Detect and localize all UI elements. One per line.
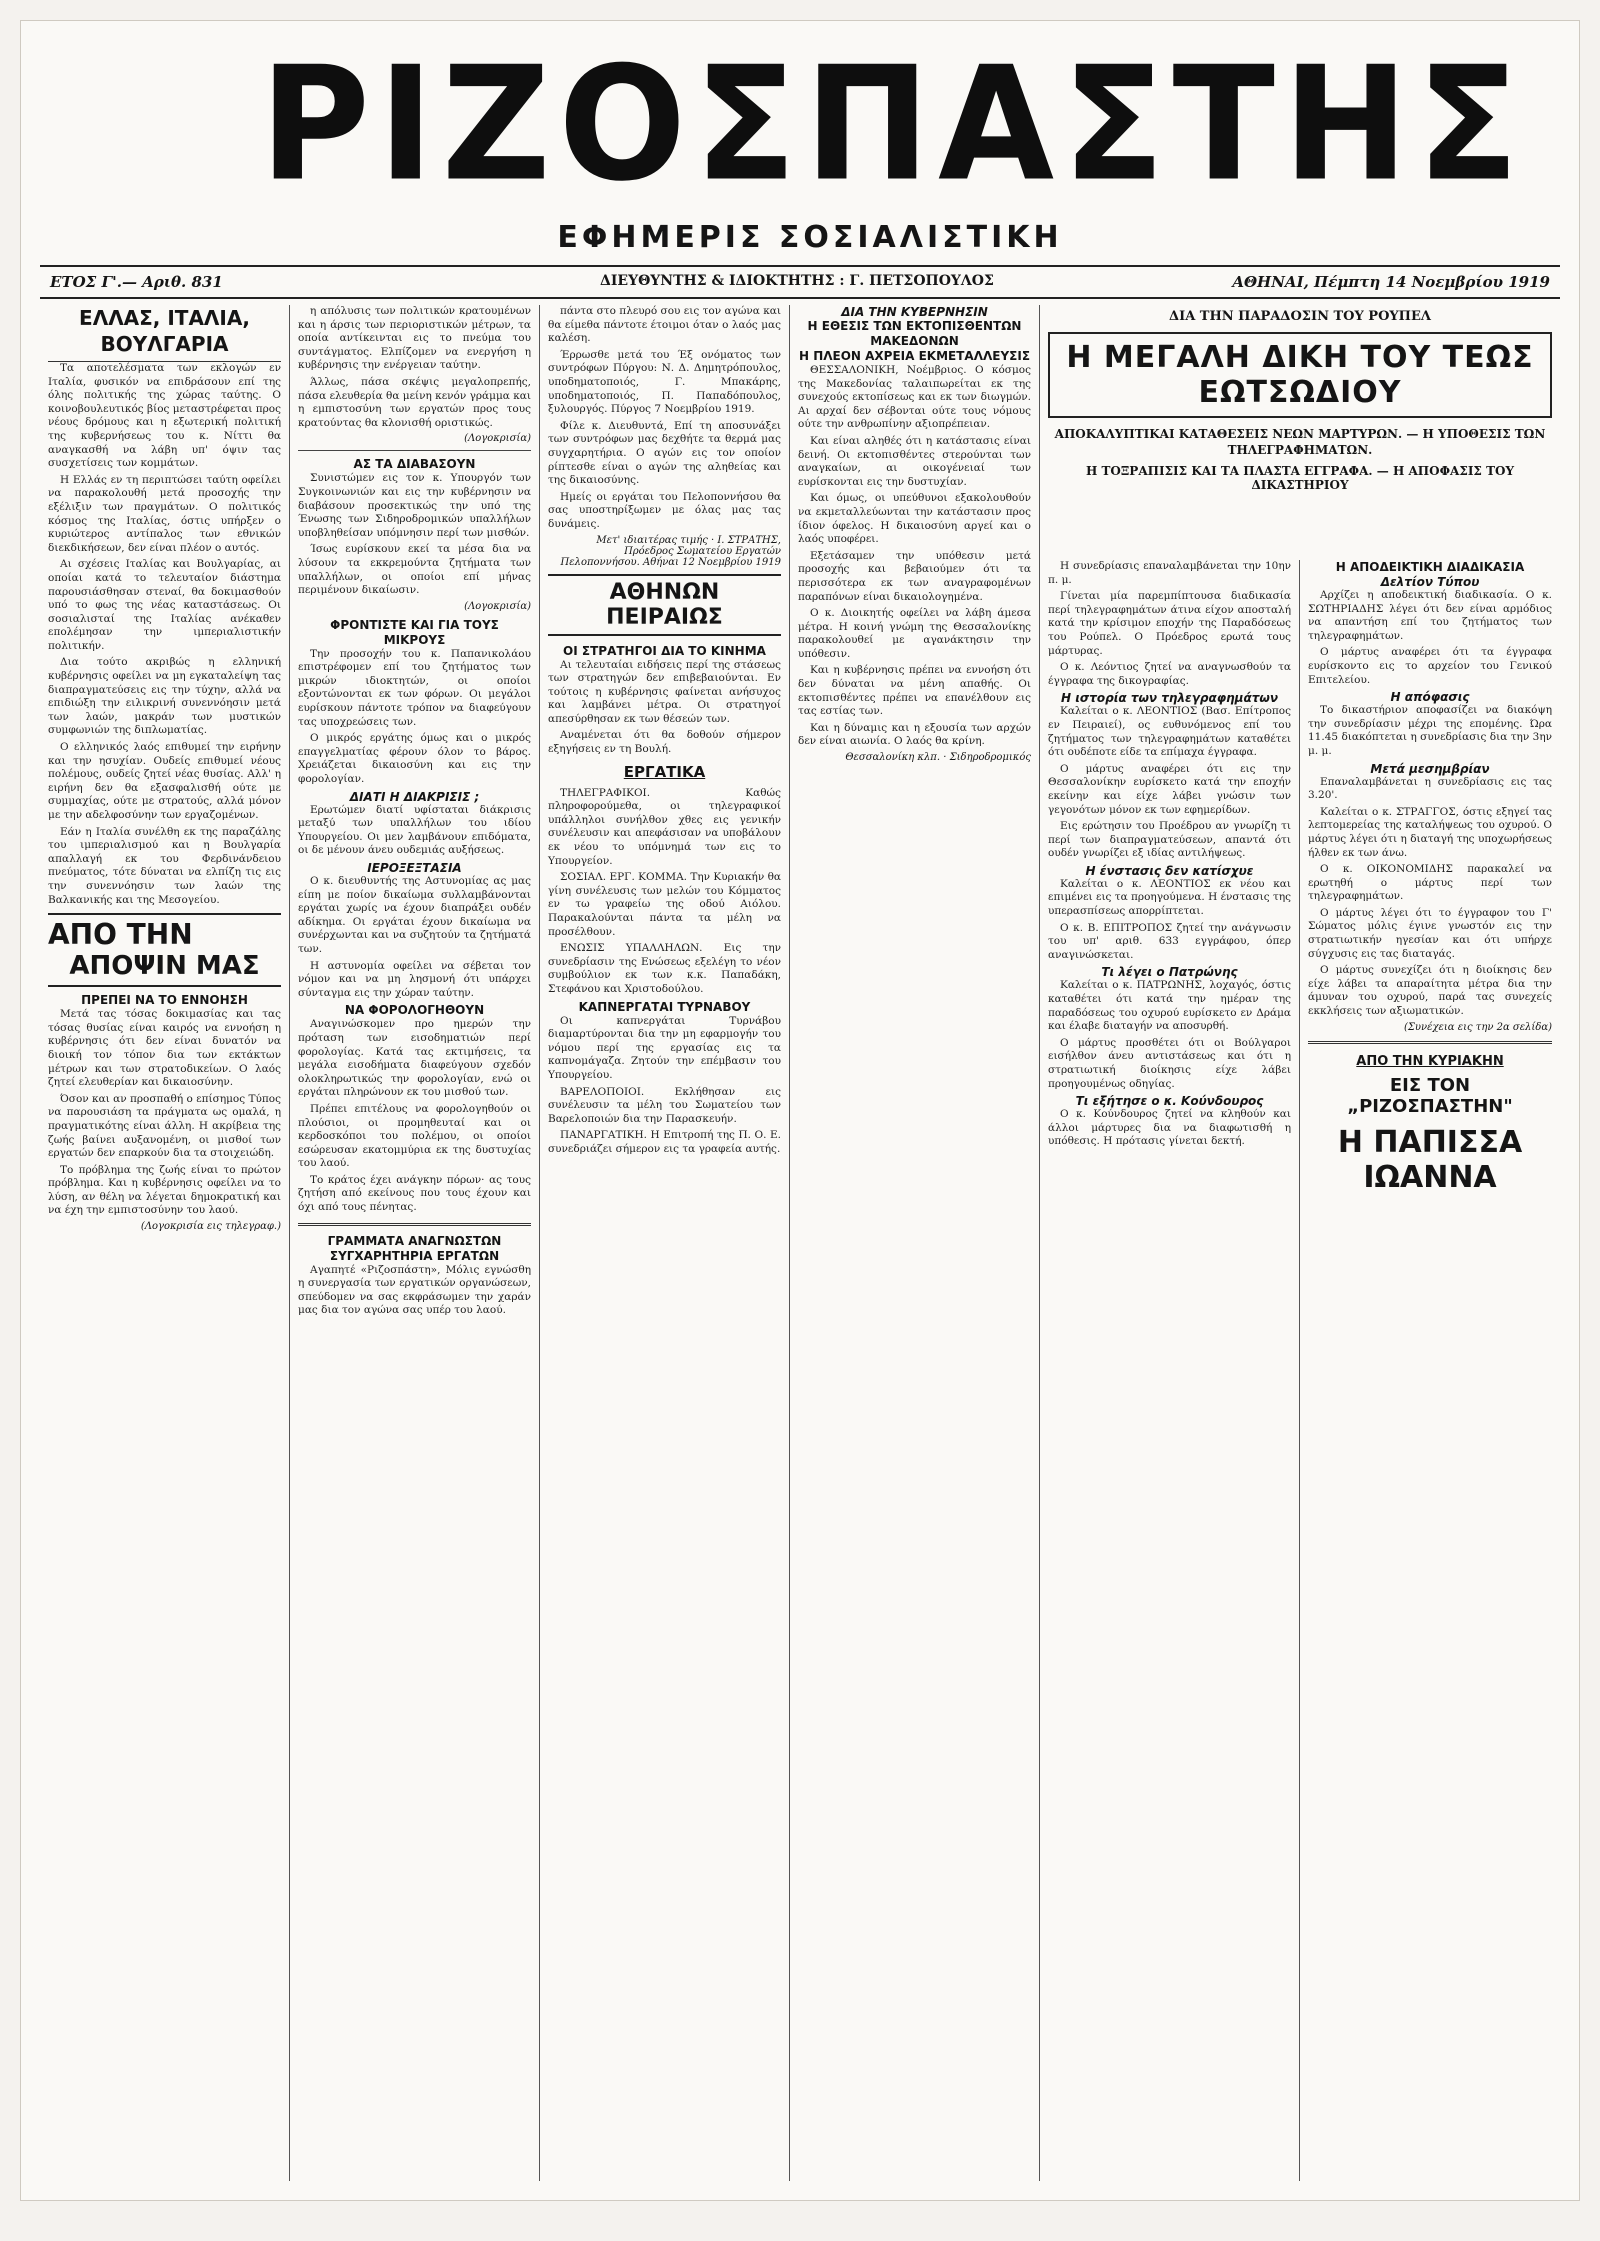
paragraph: Ο κ. Διοικητής οφείλει να λάβη άμεσα μέτρα. Η κοινή γνώμη της Θεσσαλονίκης παρακολουθεί με αγανάκτησιν την υπόθεσιν. bbox=[798, 607, 1031, 660]
paragraph: Ο μάρτυς προσθέτει ότι οι Βούλγαροι εισήλθον άνευ αντιστάσεως και ότι η στρατιωτική διοίκησις είχε λάβει προηγουμένως οδηγίας. bbox=[1048, 1036, 1291, 1090]
section-heading: ΙΕΡΟΞΕΞΤΑΣΙΑ bbox=[367, 861, 462, 875]
newspaper-page bbox=[20, 20, 1580, 2201]
paragraph: Γίνεται μία παρεμπίπτουσα διαδικασία περί τηλεγραφημάτων άτινα είχον αποσταλή κατά την κρίσιμον εποχήν της Παραδόσεως του Ρούπελ. Ο Πρόεδρος ερωτά τους μάρτυρας. bbox=[1048, 590, 1291, 657]
paragraph: Αναμένεται ότι θα δοθούν σήμερον εξηγήσεις εν τη Βουλή. bbox=[548, 729, 781, 756]
paragraph: Επαναλαμβάνεται η συνεδρίασις εις τας 3.20'. bbox=[1308, 775, 1552, 802]
newspaper-title: ΡΙΖΟΣΠΑΣΤΗΣ bbox=[260, 33, 1527, 217]
paragraph: Και όμως, οι υπεύθυνοι εξακολουθούν να εκμεταλλεύωνται την κατάστασιν προς ίδιον όφελος. Η δικαιοσύνη αργεί και ο λαός υποφέρει. bbox=[798, 492, 1031, 546]
column-1 bbox=[40, 305, 290, 2181]
section-heading: ΦΡΟΝΤΙΣΤΕ ΚΑΙ ΓΙΑ ΤΟΥΣ ΜΙΚΡΟΥΣ bbox=[330, 617, 499, 647]
issue-number: ΕΤΟΣ Γ'.— Αριθ. 831 bbox=[50, 273, 223, 291]
paragraph: Καλείται ο κ. ΛΕΟΝΤΙΟΣ (Βασ. Επίτροπος εν Πειραιεί), ος ευθυνόμενος επί του ζητήματος των τηλεγραφημάτων καταθέτει ότι ουδέποτε είδε τα επίμαχα έγγραφα. bbox=[1048, 705, 1291, 759]
section-heading: ΓΡΑΜΜΑΤΑ ΑΝΑΓΝΩΣΤΩΝ bbox=[327, 1233, 502, 1248]
paragraph: Τα αποτελέσματα των εκλογών εν Ιταλία, φυσικόν να επιδράσουν επί της όλης πολιτικής της χώρας ταύτης. Ο κοινοβουλευτικός βίος μεταστρέφεται προς νέους δρόμους και η εξωτερική πολιτική της κυβερνήσεως του κ. Νίττι θα αναγκασθή να λάβη υπ' όψιν τας συσχετίσεις των κομμάτων. bbox=[48, 362, 281, 470]
paragraph: Και η δύναμις και η εξουσία των αρχών δεν είναι αιωνία. Ο λαός θα κρίνη. bbox=[798, 721, 1031, 748]
paragraph: ΠΑΝΑΡΓΑΤΙΚΗ. Η Επιτροπή της Π. Ο. Ε. συνεδριάζει σήμερον εις τα γραφεία αυτής. bbox=[548, 1129, 781, 1155]
paragraph: Όσον και αν προσπαθή ο επίσημος Τύπος να παρουσιάση τα πράγματα ως ομαλά, η πραγματικότης είναι άλλη. Η ακρίβεια της ζωής βαίνει αυξανομένη, οι μισθοί των εργατών δεν επαρκούν δια τα στοιχειώδη. bbox=[48, 1092, 281, 1160]
paragraph: Η αστυνομία οφείλει να σέβεται τον νόμον και να μη λησμονή ότι υπάρχει σύνταγμα εις την χώραν ταύτην. bbox=[298, 959, 531, 999]
paragraph: Το πρόβλημα της ζωής είναι το πρώτον πρόβλημα. Και η κυβέρνησις οφείλει να το λύση, αν θέλη να λέγεται δημοκρατική και να έχη την εμπιστοσύνην του λαού. bbox=[48, 1163, 281, 1217]
trial-subheadline: ΑΠΟΚΑΛΥΠΤΙΚΑΙ ΚΑΤΑΘΕΣΕΙΣ ΝΕΩΝ ΜΑΡΤΥΡΩΝ. — Η ΥΠΟΘΕΣΙΣ ΤΩΝ ΤΗΛΕΓΡΑΦΗΜΑΤΩΝ. bbox=[1054, 427, 1546, 457]
section-heading: ΑΣ ΤΑ ΔΙΑΒΑΣΟΥΝ bbox=[353, 457, 476, 472]
paragraph: ΘΕΣΣΑΛΟΝΙΚΗ, Νοέμβριος. Ο κόσμος της Μακεδονίας ταλαιπωρείται εκ της συνεχούς εκτοπίσεως και εκ των διωγμών. Αι αρχαί δεν σέβονται ούτε τους νόμους ούτε την ανθρωπίνην αξιοπρέπειαν. bbox=[798, 364, 1031, 431]
paragraph: ΕΝΩΣΙΣ ΥΠΑΛΛΗΛΩΝ. Εις την συνεδρίασιν της Ενώσεως εξελέγη το νέον συμβούλιον εκ των κ.κ. Παπαδάκη, Στεφάνου και Χριστοδούλου. bbox=[548, 942, 781, 995]
section-heading: Η ΑΠΟΔΕΙΚΤΙΚΗ ΔΙΑΔΙΚΑΣΙΑ bbox=[1335, 560, 1525, 574]
paragraph: Ο μάρτυς συνεχίζει ότι η διοίκησις δεν είχε λάβει τα απαραίτητα μέτρα δια την άμυναν του οχυρού, παρά τας συνεχείς εκκλήσεις των αξιωματικών. bbox=[1308, 964, 1552, 1018]
paragraph: Αναγινώσκομεν προ ημερών την πρόταση των εισοδηματιών περί φορολογίας. Κατά τας εκτιμήσεις, τα μεγάλα εισοδήματα διαφεύγουν σχεδόν ολοκληρωτικώς την φορολογίαν, ενώ οι εργάται πληρώνουν εκ του μισθού των. bbox=[298, 1018, 531, 1099]
apo-kicker: ΠΡΕΠΕΙ ΝΑ ΤΟ ΕΝΝΟΗΣΗ bbox=[81, 993, 248, 1008]
section-subheading: Δελτίον Τύπου bbox=[1380, 575, 1480, 589]
paragraph: Ο μικρός εργάτης όμως και ο μικρός επαγγελματίας φέρουν όλον το βάρος. Χρειάζεται δικαιοσύνη και εις την φορολογίαν. bbox=[298, 732, 531, 786]
newspaper-subtitle: ΕΦΗΜΕΡΙΣ ΣΟΣΙΑΛΙΣΤΙΚΗ bbox=[557, 220, 1063, 255]
lead-article-body bbox=[48, 362, 281, 907]
paragraph: Ημείς οι εργάται του Πελοποννήσου θα σας υποστηρίξωμεν με όλας μας τας δυνάμεις. bbox=[548, 490, 781, 530]
paragraph: Εξετάσαμεν την υπόθεσιν μετά προσοχής και βεβαιούμεν ότι τα περισσότερα εκ των αναγραφομένων παραπόνων είναι δικαιολογημένα. bbox=[798, 549, 1031, 603]
paragraph: Αγαπητέ «Ριζοσπάστη», Μόλις εγνώσθη η συνεργασία των εργατικών οργανώσεων, σπεύδομεν να σας εκφράσωμεν την χαράν μας δια τον αγώνα σας υπέρ του λαού. bbox=[298, 1263, 531, 1317]
director-line: ΔΙΕΥΘΥΝΤΗΣ & ΙΔΙΟΚΤΗΤΗΣ : Γ. ΠΕΤΣΟΠΟΥΛΟΣ bbox=[600, 273, 994, 289]
paragraph: Αι τελευταίαι ειδήσεις περί της στάσεως των στρατηγών δεν επιβεβαιούνται. Εν τούτοις η κυβέρνησις φαίνεται ανήσυχος και λαμβάνει μέτρα. Οι στρατηγοί απεσύρθησαν εκ των θέσεών των. bbox=[548, 658, 781, 725]
paragraph: Ο μάρτυς αναφέρει ότι τα έγγραφα ευρίσκοντο εις το αρχείον του Γενικού Επιτελείου. bbox=[1308, 646, 1552, 686]
paragraph: Το κράτος έχει ανάγκην πόρων· ας τους ζητήση από εκείνους που τους έχουν και όχι από τους πένητας. bbox=[298, 1173, 531, 1214]
section-subheading: Η ΠΛΕΟΝ ΑΧΡΕΙΑ ΕΚΜΕΤΑΛΛΕΥΣΙΣ bbox=[798, 349, 1031, 363]
apo-heading-line1: ΑΠΟ ΤΗΝ bbox=[48, 918, 193, 952]
paragraph: Ίσως ευρίσκουν εκεί τα μέσα δια να λύσουν τα εκκρεμούντα ζητήματα των υπαλλήλων, οι οποίοι επί μήνας περιμένουν δικαίωσιν. bbox=[298, 543, 531, 597]
paragraph: ΤΗΛΕΓΡΑΦΙΚΟΙ. Καθώς πληροφορούμεθα, οι τηλεγραφικοί υπάλληλοι συνήλθον χθες εις γενικήν συνέλευσιν και απεφάσισαν να υποβάλουν εκ νέου το υπόμνημά των εις το Υπουργείον. bbox=[548, 786, 781, 867]
section-subheading: ΣΥΓΧΑΡΗΤΗΡΙΑ ΕΡΓΑΤΩΝ bbox=[329, 1248, 500, 1263]
paragraph: η απόλυσις των πολιτικών κρατουμένων και η άρσις των περιοριστικών μέτρων, τα οποία αντίκεινται εις το πνεύμα του συντάγματος. Ελπίζομεν να ενεργήση η κυβέρνησις την ενέργειαν ταύτην. bbox=[298, 305, 531, 372]
promo-kicker: ΑΠΟ ΤΗΝ ΚΥΡΙΑΚΗΝ bbox=[1356, 1053, 1504, 1069]
section-heading: Η ένστασις δεν κατίσχυε bbox=[1085, 863, 1254, 878]
trial-kicker: ΔΙΑ ΤΗΝ ΠΑΡΑΔΟΣΙΝ ΤΟΥ ΡΟΥΠΕΛ bbox=[1169, 309, 1431, 324]
paragraph: Ερωτώμεν διατί υφίσταται διάκρισις μεταξύ των υπαλλήλων του ιδίου Υπουργείου. Οι μεν λαμβάνουν επιδόματα, οι δε μένουν άνευ ουδεμιάς αυξήσεως. bbox=[298, 803, 531, 857]
section-banner-athens-piraeus: ΑΘΗΝΩΝ ΠΕΙΡΑΙΩΣ bbox=[548, 574, 781, 636]
paragraph: Εις ερώτησιν του Προέδρου αν γνωρίζη τι περί των διαπραγματεύσεων, απαντά ότι ουδέν γνωρίζει εξ ιδίας αντιλήψεως. bbox=[1048, 820, 1291, 860]
column-3 bbox=[540, 305, 790, 2181]
paragraph: Αρχίζει η αποδεικτική διαδικασία. Ο κ. ΣΩΤΗΡΙΑΔΗΣ λέγει ότι δεν είναι αρμόδιος να απαντήση επί του ζητήματος των τηλεγραφημάτων. bbox=[1308, 589, 1552, 642]
paragraph: Φίλε κ. Διευθυντά, Επί τη αποσυνάξει των συντρόφων μας δεχθήτε τα θερμά μας συγχαρητήρια. Ο αγών εις τον οποίον ρίπτεσθε είναι ο αγών της αληθείας και της δικαιοσύνης. bbox=[548, 419, 781, 487]
paragraph: Καλείται ο κ. ΛΕΟΝΤΙΟΣ εκ νέου και επιμένει εις τα προηγούμενα. Η ένστασις της υπερασπίσεως απορρίπτεται. bbox=[1048, 877, 1291, 918]
paragraph: Πρέπει επιτέλους να φορολογηθούν οι πλούσιοι, οι προμηθευταί και οι κερδοσκόποι του πολέμου, οι οποίοι εσώρευσαν εκατομμύρια εκ της δυστυχίας του λαού. bbox=[298, 1102, 531, 1170]
apo-heading-line2: ΑΠΟΨΙΝ ΜΑΣ bbox=[69, 951, 260, 982]
section-banner-ergatika: ΕΡΓΑΤΙΚΑ bbox=[623, 762, 706, 781]
column-2 bbox=[290, 305, 540, 2181]
trial-subheadline-2: Η ΤΟΞΡΑΠΙΣΙΣ ΚΑΙ ΤΑ ΠΛΑΣΤΑ ΕΓΓΡΑΦΑ. — Η ΑΠΟΦΑΣΙΣ ΤΟΥ ΔΙΚΑΣΤΗΡΙΟΥ bbox=[1085, 464, 1515, 492]
column-5 bbox=[1040, 560, 1300, 2181]
censorship-note: (Λογοκρισία) bbox=[464, 600, 531, 612]
section-heading: ΚΑΠΝΕΡΓΑΤΑΙ ΤΥΡΝΑΒΟΥ bbox=[578, 999, 751, 1014]
promo-title: Η ΠΑΠΙΣΣΑ ΙΩΑΝΝΑ bbox=[1337, 1124, 1523, 1195]
letter-signature: Μετ' ιδιαιτέρας τιμής · Ι. ΣΤΡΑΤΗΣ, Πρόεδρος Σωματείου Εργατών Πελοποννήσου. Αθήναι 12 Νοεμβρίου 1919 bbox=[560, 534, 781, 568]
paragraph: Έρρωσθε μετά του Έξ ονόματος των συντρόφων Πύργου: Ν. Δ. Δημητρόπουλος, υποδηματοποιός, Γ. Μπακάρης, υποδηματοποιός, Π. Παπαδόπουλος, ξυλουργός. Πύργος 7 Νοεμβρίου 1919. bbox=[548, 348, 781, 416]
column-4 bbox=[790, 305, 1040, 2181]
paragraph: Το δικαστήριον αποφασίζει να διακόψη την συνεδρίασιν μέχρι της επομένης. Ώρα 11.45 διακόπτεται η συνεδρίασις δια την 3ην μ. μ. bbox=[1308, 704, 1552, 757]
paragraph: Μετά τας τόσας δοκιμασίας και τας τόσας θυσίας είναι καιρός να εννοήση η κυβέρνησις ότι δεν είναι δυνατόν να διοική τον τόπον δια των εκτάκτων μέτρων και των στρατοδικείων. Ο λαός ζητεί ελευθερίαν και δικαιοσύνην. bbox=[48, 1008, 281, 1089]
censorship-note: (Λογοκρισία εις τηλεγραφ.) bbox=[140, 1221, 281, 1233]
section-heading: Η ιστορία των τηλεγραφημάτων bbox=[1060, 691, 1279, 706]
section-heading: ΟΙ ΣΤΡΑΤΗΓΟΙ ΔΙΑ ΤΟ ΚΙΝΗΜΑ bbox=[563, 643, 766, 658]
paragraph: Καλείται ο κ. ΠΑΤΡΩΝΗΣ, λοχαγός, όστις καταθέτει ότι κατά την ημέραν της παραδόσεως του οχυρού ευρίσκετο εν Δράμα και έλαβε διαταγήν να αποσυρθή. bbox=[1048, 979, 1291, 1033]
apo-tin-apopsin-box bbox=[48, 913, 281, 987]
paragraph: Ο κ. διευθυντής της Αστυνομίας ας μας είπη με ποίον δικαίωμα συλλαμβάνονται εργάται χωρίς να έχουν διαπράξει ουδέν αδίκημα. Οι εργάται έχουν δικαίωμα να συνέρχωνται και να συζητούν τα ζητήματά των. bbox=[298, 875, 531, 955]
paragraph: Εάν η Ιταλία συνέλθη εκ της παραζάλης του ιμπεριαλισμού και η Βουλγαρία απαλλαγή εκ του Φερδινάνδειου πνεύματος, τότε δύναται να ελπίζη τις εις την συνεννόησιν των λαών της Βαλκανικής και της Μεσογείου. bbox=[48, 825, 281, 906]
paragraph: Και η κυβέρνησις πρέπει να εννοήση ότι δεν δύναται να μένη απαθής. Οι εκτοπισθέντες πρέπει να επανέλθουν εις τας εστίας των. bbox=[798, 664, 1031, 718]
paragraph: Συνιστώμεν εις τον κ. Υπουργόν των Συγκοινωνιών και εις την κυβέρνησιν να διαβάσουν προσεκτικώς την υπό της Ένωσης των Σιδηροδρομικών υπαλλήλων υποβληθείσαν υπόμνησιν περί των μισθών. bbox=[298, 472, 531, 539]
paragraph: Ο κ. ΟΙΚΟΝΟΜΙΔΗΣ παρακαλεί να ερωτηθή ο μάρτυς περί των τηλεγραφημάτων. bbox=[1308, 863, 1552, 903]
paragraph: Ο κ. Κούνδουρος ζητεί να κληθούν και άλλοι μάρτυρες δια να διαφωτισθή η υπόθεσις. Η πρότασις γίνεται δεκτή. bbox=[1048, 1108, 1291, 1148]
apo-body bbox=[48, 1008, 281, 1218]
section-heading: Η απόφασις bbox=[1390, 690, 1470, 705]
trial-headline-block bbox=[1040, 305, 1560, 555]
paragraph: Ο ελληνικός λαός επιθυμεί την ειρήνην και την ησυχίαν. Ουδείς επιθυμεί νέους πολέμους, ουδείς ζητεί νέας θυσίας. Αλλ' η ειρήνη δεν θα εξασφαλισθή ούτε με συμμαχίας, ούτε με στρατούς, αλλά μόνον με την αδελφοσύνην των εργαζομένων. bbox=[48, 741, 281, 821]
promo-line: ΕΙΣ ΤΟΝ „ΡΙΖΟΣΠΑΣΤΗΝ" bbox=[1347, 1074, 1513, 1117]
issue-date: ΑΘΗΝΑΙ, Πέμπτη 14 Νοεμβρίου 1919 bbox=[1232, 273, 1550, 291]
masthead bbox=[20, 20, 1580, 291]
paragraph: Ο κ. Λεόντιος ζητεί να αναγνωσθούν τα έγγραφα της δικογραφίας. bbox=[1048, 661, 1291, 687]
section-heading: Η ΕΘΕΣΙΣ ΤΩΝ ΕΚΤΟΠΙΣΘΕΝΤΩΝ ΜΑΚΕΔΟΝΩΝ bbox=[807, 319, 1022, 348]
section-heading: ΔΙΑΤΙ Η ΔΙΑΚΡΙΣΙΣ ; bbox=[349, 789, 480, 804]
section-heading: ΝΑ ΦΟΡΟΛΟΓΗΘΟΥΝ bbox=[344, 1003, 485, 1018]
paragraph: Οι καπνεργάται Τυρνάβου διαμαρτύρονται δια την μη εφαρμογήν του νόμου περί της εργασίας εις τα καπνομάγαζα. Ζητούν την επέμβασιν του Υπουργείου. bbox=[548, 1014, 781, 1081]
section-kicker: ΔΙΑ ΤΗΝ ΚΥΒΕΡΝΗΣΙΝ bbox=[841, 305, 988, 319]
trial-headline: Η ΜΕΓΑΛΗ ΔΙΚΗ ΤΟΥ ΤΕΩΣ ΕΩΤΣΩΔΙΟΥ bbox=[1048, 332, 1552, 418]
paragraph: Την προσοχήν του κ. Παπανικολάου επιστρέφομεν επί του ζητήματος των μικρών ιδιοκτητών, οι οποίοι εξοντώνονται εκ των φόρων. Οι μεγάλοι ευρίσκουν πάντοτε τρόπον να διαφεύγουν τας υποχρεώσεις των. bbox=[298, 647, 531, 728]
paragraph: ΣΟΣΙΑΛ. ΕΡΓ. ΚΟΜΜΑ. Την Κυριακήν θα γίνη συνέλευσις των μελών του Κόμματος εν τω γραφείω της οδού Αιόλου. Παρακαλούνται πάντα τα μέλη να προσέλθουν. bbox=[548, 871, 781, 938]
lead-headline: ΕΛΛΑΣ, ΙΤΑΛΙΑ, ΒΟΥΛΓΑΡΙΑ bbox=[48, 305, 281, 362]
section-heading: Μετά μεσημβρίαν bbox=[1370, 761, 1490, 776]
issue-info-bar bbox=[40, 265, 1560, 299]
paragraph: Η Ελλάς εν τη περιπτώσει ταύτη οφείλει να παρακολουθή μετά προσοχής την εξέλιξιν των πραγμάτων. Ο πολιτικός κόσμος της Ιταλίας, όστις υπήρξεν ο κυριώτερος αντίπαλος των εθνικών διεκδικήσεων, δεν είναι πλέον ο αυτός. bbox=[48, 473, 281, 554]
paragraph: πάντα στο πλευρό σου εις τον αγώνα και θα είμεθα πάντοτε έτοιμοι όταν ο λαός μας καλέση. bbox=[548, 305, 781, 345]
paragraph: Δια τούτο ακριβώς η ελληνική κυβέρνησις οφείλει να μη εγκαταλείψη τας διαπραγματεύσεις εις την τύχην, αλλά να επιδιώξη την ειλικρινή συνεννόησιν μετά των λαών, μακράν των μυστικών συμφωνιών της διπλωματίας. bbox=[48, 656, 281, 737]
paragraph: Η συνεδρίασις επαναλαμβάνεται την 10ην π. μ. bbox=[1048, 560, 1291, 586]
paragraph: ΒΑΡΕΛΟΠΟΙΟΙ. Εκλήθησαν εις συνέλευσιν τα μέλη του Σωματείου των Βαρελοποιών δια την Παρασκευήν. bbox=[548, 1085, 781, 1125]
paragraph: Άλλως, πάσα σκέψις μεγαλοπρεπής, πάσα ελευθερία θα μείνη κενόν γράμμα και η εμπιστοσύνη των εργατών προς τους κρατούντας θα κλονισθή οριστικώς. bbox=[298, 375, 531, 429]
section-heading: Τι λέγει ο Πατρώνης bbox=[1101, 965, 1238, 980]
paragraph: Ο μάρτυς αναφέρει ότι εις την Θεσσαλονίκην ευρίσκετο κατά την εποχήν εκείνην και είχε λάβει γνώσιν των γεγονότων μόνον εκ των εφημερίδων. bbox=[1048, 762, 1291, 816]
paragraph: Ο κ. Β. ΕΠΙΤΡΟΠΟΣ ζητεί την ανάγνωσιν του υπ' αριθ. 633 εγγράφου, όπερ αναγινώσκεται. bbox=[1048, 921, 1291, 961]
continued-note: (Συνέχεια εις την 2α σελίδα) bbox=[1403, 1021, 1552, 1033]
paragraph: Καλείται ο κ. ΣΤΡΑΓΓΟΣ, όστις εξηγεί τας λεπτομερείας της καταλήψεως του οχυρού. Ο μάρτυς λέγει ότι η διαταγή της υποχωρήσεως ήλθεν εκ των άνω. bbox=[1308, 805, 1552, 859]
paragraph: Αι σχέσεις Ιταλίας και Βουλγαρίας, αι οποίαι κατά το τελευταίον διάστημα παρουσιάσθησαν στεναί, θα δοκιμασθούν υπό το φως της νέας καταστάσεως. Οι σοσιαλισταί της Ιταλίας ανέκαθεν επολέμησαν την ιμπεριαλιστικήν πολιτικήν. bbox=[48, 558, 281, 652]
column-6 bbox=[1300, 560, 1560, 2181]
paragraph: Και είναι αληθές ότι η κατάστασις είναι δεινή. Οι εκτοπισθέντες στερούνται των αναγκαίων, αι οικογένειαί των ευρίσκονται εις την δυστυχίαν. bbox=[798, 434, 1031, 488]
article-signature: Θεσσαλονίκη κλπ. · Σιδηροδρομικός bbox=[845, 752, 1031, 764]
section-heading: Τι εξήτησε ο κ. Κούνδουρος bbox=[1075, 1094, 1264, 1109]
censorship-note: (Λογοκρισία) bbox=[464, 433, 531, 445]
paragraph: Ο μάρτυς λέγει ότι το έγγραφον του Γ' Σώματος μόλις έγινε γνωστόν εις την στρατιωτικήν ηγεσίαν και ότι υπήρχε σύγχυσις εις τας διαταγάς. bbox=[1308, 906, 1552, 960]
